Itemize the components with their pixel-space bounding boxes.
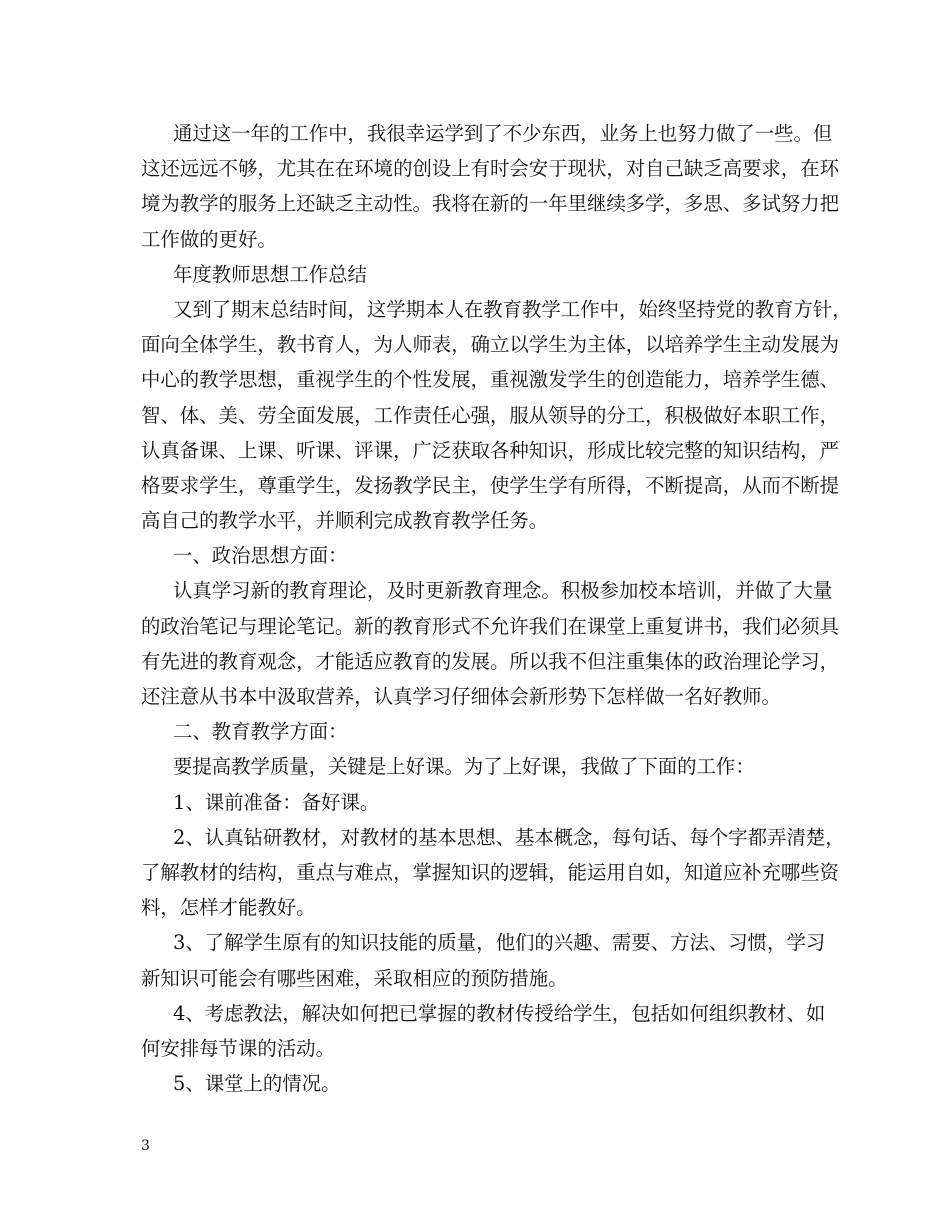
text-line: 的政治笔记与理论笔记。新的教育形式不允许我们在课堂上重复讲书，我们必须具 [141,614,840,638]
text-line: 高自己的教学水平，并顺利完成教育教学任务。 [141,509,549,533]
text-line: 认真学习新的教育理论，及时更新教育理念。积极参加校本培训，并做了大量 [173,579,833,603]
text-line: 工作做的更好。 [141,227,277,251]
text-line: 通过这一年的工作中，我很幸运学到了不少东西，业务上也努力做了一些。但 [173,122,833,145]
text-line: 中心的教学思想，重视学生的个性发展，重视激发学生的创造能力，培养学生德、 [141,368,840,392]
text-line: 认真备课、上课、听课、评课，广泛获取各种知识，形成比较完整的知识结构，严 [141,438,840,462]
list-item: 1、课前准备：备好课。 [173,790,380,814]
text-line: 何安排每节课的活动。 [141,1036,335,1060]
text-line: 面向全体学生，教书育人，为人师表，确立以学生为主体，以培养学生主动发展为 [141,333,840,357]
text-line: 了解教材的结构，重点与难点，掌握知识的逻辑，能运用自如，知道应补充哪些资 [141,860,840,884]
text-line: 境为教学的服务上还缺乏主动性。我将在新的一年里继续多学，多思、多试努力把 [141,192,840,216]
text-line: 有先进的教育观念，才能适应教育的发展。所以我不但注重集体的政治理论学习， [141,649,840,673]
list-item: 5、课堂上的情况。 [173,1072,341,1096]
text-line: 要提高教学质量，关键是上好课。为了上好课，我做了下面的工作： [173,755,755,779]
text-line: 这还远远不够，尤其在在环境的创设上有时会安于现状，对自己缺乏高要求，在环 [141,157,840,181]
list-item: 4、考虑教法，解决如何把已掌握的教材传授给学生，包括如何组织教材、如 [173,1001,826,1025]
list-item: 2、认真钻研教材，对教材的基本思想、基本概念，每句话、每个字都弄清楚， [173,825,845,849]
list-item: 3、了解学生原有的知识技能的质量，他们的兴趣、需要、方法、习惯，学习 [173,931,826,955]
text-line: 又到了期末总结时间，这学期本人在教育教学工作中，始终坚持党的教育方针， [173,297,852,321]
text-line: 格要求学生，尊重学生，发扬教学民主，使学生学有所得，不断提高，从而不断提 [141,473,840,497]
document-body [141,116,852,1101]
section-heading: 一、政治思想方面： [173,544,348,568]
section-heading: 二、教育教学方面： [173,720,348,744]
section-title: 年度教师思想工作总结 [173,262,367,286]
text-line: 智、体、美、劳全面发展，工作责任心强，服从领导的分工，积极做好本职工作， [141,403,840,427]
text-line: 新知识可能会有哪些困难，采取相应的预防措施。 [141,966,568,990]
text-line: 还注意从书本中汲取营养，认真学习仔细体会新形势下怎样做一名好教师。 [141,685,781,708]
page-number: 3 [141,1138,150,1154]
text-line: 料，怎样才能教好。 [141,896,316,920]
